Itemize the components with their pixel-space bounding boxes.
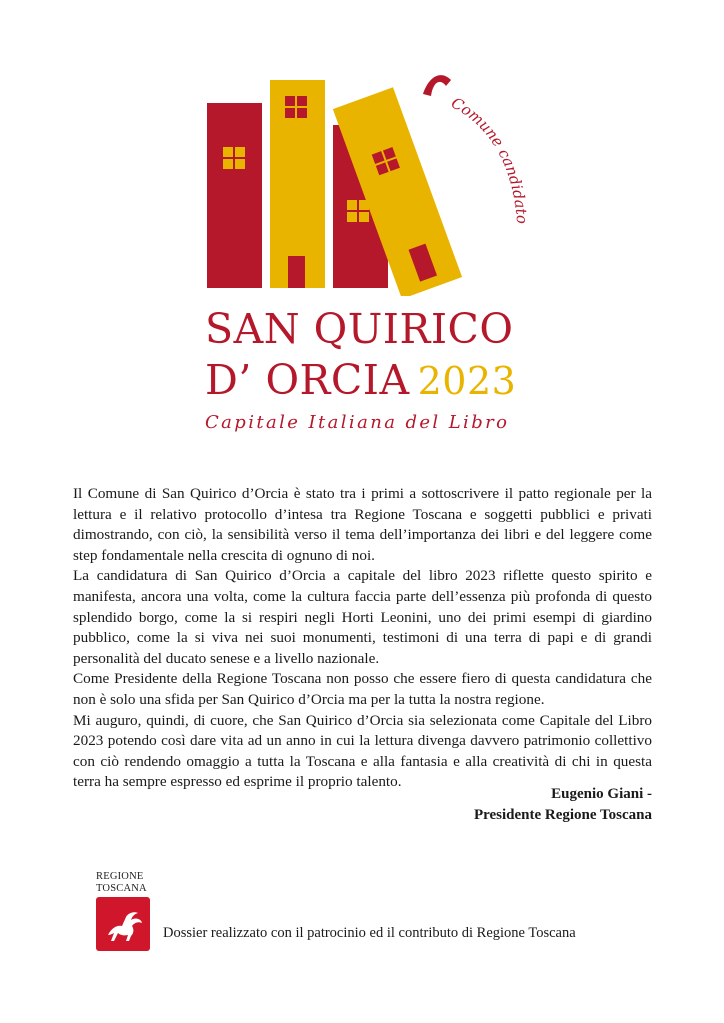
svg-text:Comune candidato xyxy=(448,94,531,225)
regione-label-line-1: REGIONE xyxy=(96,871,144,882)
title-line-2-text: D’ ORCIA xyxy=(205,356,410,404)
regione-label-line-2: TOSCANA xyxy=(96,882,147,894)
subtitle: Capitale Italiana del Libro xyxy=(205,412,510,433)
signature-name: Eugenio Giani - xyxy=(551,786,652,802)
ribbon-text: Comune candidato xyxy=(448,93,532,225)
regione-toscana-label xyxy=(96,871,156,894)
paragraph: Il Comune di San Quirico d’Orcia è stato tra i primi a sottoscrivere il patto regionale per la lettura e il relativo protocollo d’intesa tra Regione Toscana e soggetti pubblici e privati dimostrando, con ciò, la sensibilità verso il tema dell’importanza dei libri e del leggere come step fondamentale nella crescita di ognuno di noi. xyxy=(73,485,652,564)
signature-role: Presidente Regione Toscana xyxy=(473,807,652,823)
bookmark-ribbon-icon xyxy=(423,75,451,96)
book-door-icon xyxy=(288,256,305,288)
title-line-1: SAN QUIRICO xyxy=(205,305,514,353)
letter-body xyxy=(73,484,652,793)
title-line-2 xyxy=(205,356,517,404)
paragraph: Mi auguro, quindi, di cuore, che San Quirico d’Orcia sia selezionata come Capitale del Libro 2023 potendo così dare vita ad un anno in cui la lettura divenga davvero patrimonio collettivo con ciò rendendo omaggio a tutta la Toscana e alla fantasia e alla creatività di chi in questa terra ha sempre espresso ed esprime il proprio talento. xyxy=(73,711,652,791)
footer-credit: Dossier realizzato con il patrocinio ed il contributo di Regione Toscana xyxy=(163,925,576,941)
paragraph: La candidatura di San Quirico d’Orcia a capitale del libro 2023 riflette questo spirito e manifesta, ancora una volta, come la cultura faccia parte dell’essenza più profonda di questo splendido borgo, come la si respiri negli Horti Leonini, uno dei primi esempi di giardino pubblico, come la si viva nei suoi monumenti, testimoni di una terra di papi e di grandi personalità del ducato senese e a livello nazionale. xyxy=(73,567,652,667)
book-red-1 xyxy=(207,103,262,288)
logo-books-icon xyxy=(195,66,535,296)
paragraph: Come Presidente della Regione Toscana non posso che essere fiero di questa candidatura che non è solo una sfida per San Quirico d’Orcia ma per la tutta la nostra regione. xyxy=(73,670,652,708)
year: 2023 xyxy=(417,359,517,403)
signature xyxy=(474,784,652,826)
pegasus-shield-icon xyxy=(96,897,150,951)
